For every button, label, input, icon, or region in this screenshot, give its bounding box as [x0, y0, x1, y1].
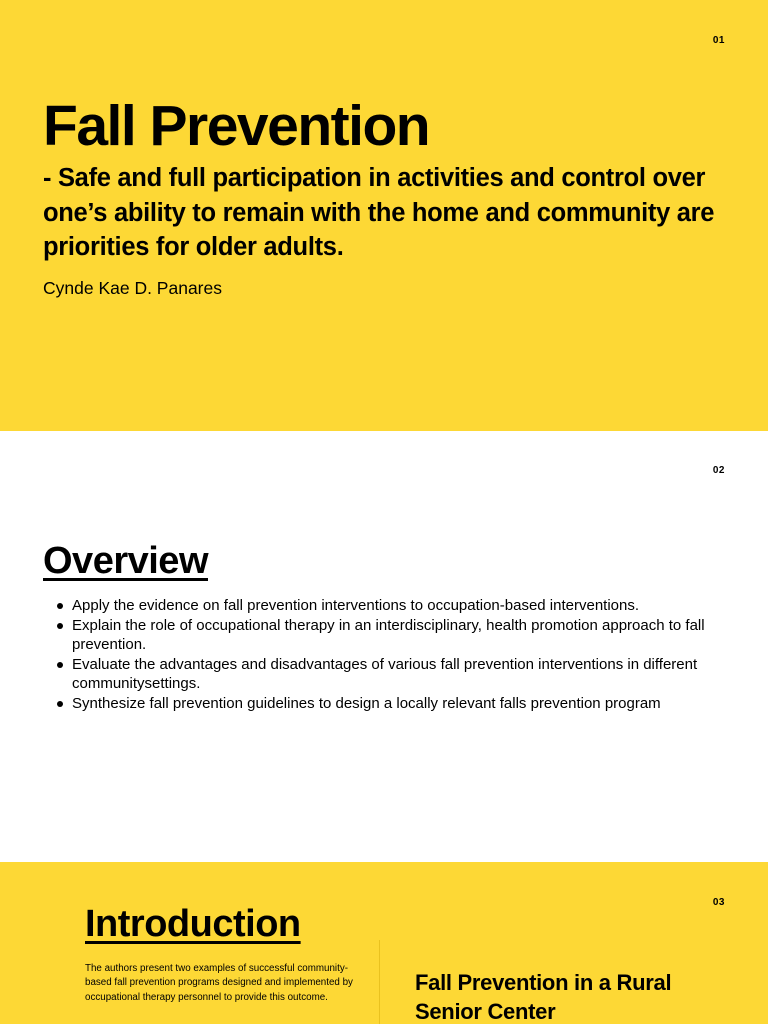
page-title: Fall Prevention — [43, 94, 430, 158]
slide-overview — [0, 431, 768, 862]
sub-heading-rural-senior-center: Fall Prevention in a Rural Senior Center — [415, 970, 672, 1024]
slide-introduction — [0, 862, 768, 1024]
list-item: Synthesize fall prevention guidelines to design a locally relevant falls prevention program — [54, 694, 754, 714]
section-title-introduction: Introduction — [85, 903, 301, 945]
page-subtitle: - Safe and full participation in activities and control over one’s ability to remain with the home and community are priorities for older adults. — [43, 164, 715, 261]
introduction-body-text: The authors present two examples of successful community-based fall prevention programs designed and implemented by occupational therapy personnel to provide this outcome. — [85, 963, 353, 1003]
author-name: Cynde Kae D. Panares — [43, 278, 222, 298]
column-divider — [379, 940, 380, 1024]
page-number: 02 — [712, 465, 725, 476]
section-title-overview: Overview — [43, 540, 208, 582]
list-item: Explain the role of occupational therapy in an interdisciplinary, health promotion approach to fall prevention. — [54, 616, 754, 655]
list-item: Apply the evidence on fall prevention interventions to occupation-based interventions. — [54, 596, 754, 616]
list-item: Evaluate the advantages and disadvantages of various fall prevention interventions in different communitysettings. — [54, 655, 754, 694]
overview-bullet-list — [54, 596, 754, 714]
page-number: 01 — [712, 35, 725, 46]
slide-title — [0, 0, 768, 431]
page-number: 03 — [712, 897, 725, 908]
